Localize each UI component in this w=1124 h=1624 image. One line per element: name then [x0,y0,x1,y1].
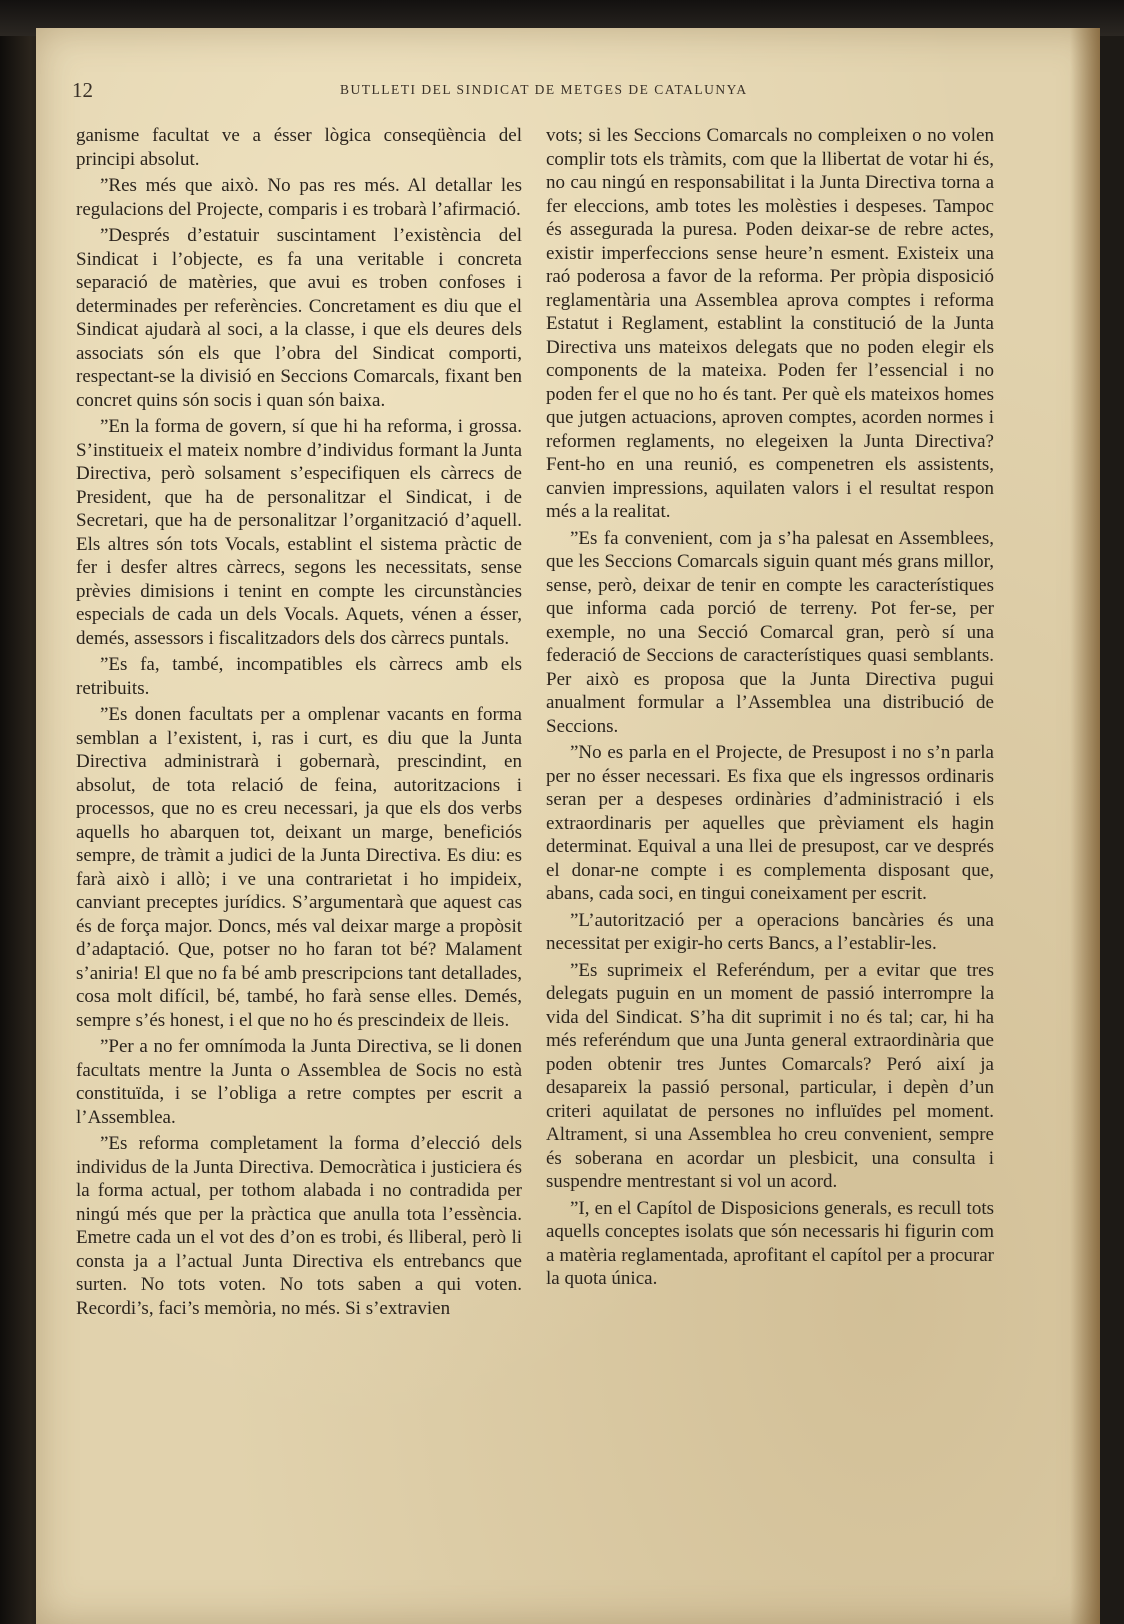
paragraph: ”I, en el Capítol de Disposicions generals, es recull tots aquells conceptes isolats que són necessaris hi figurin com a matèria reglamentada, aprofitant el capítol per a procurar la quota única. [546,1197,994,1289]
paragraph: ”Es suprimeix el Referéndum, per a evitar que tres delegats puguin en un moment de passió interrompre la vida del Sindicat. S’ha dit suprimit i no és tal; car, hi ha més referéndum que una Junta general extraordinària que poden obtenir tres Juntes Comarcals? Peró així ja desapareix la passió personal, particular, i depèn d’un criteri aquilatat de persones no influïdes pel moment. Altrament, si una Assemblea ho creu convenient, sempre és soberana en acordar un plesbicit, una consulta i suspendre mentrestant si vol un acord. [546,959,994,1192]
paragraph: ”Es reforma completament la forma d’elecció dels individus de la Junta Directiva. Democràtica i justiciera és la forma actual, per tothom alabada i no contradida per ningú més que per la pràctica que anulla tota l’essència. Emetre cada un el vot des d’on es trobi, és lliberal, però li consta ja a l’actual Junta Directiva els entrebancs que surten. No tots voten. No tots saben a qui voten. Recordi’s, faci’s memòria, no més. Si s’extravien [76,1133,522,1319]
paragraph: ”En la forma de govern, sí que hi ha reforma, i grossa. S’institueix el mateix nombre d’individus formant la Junta Directiva, però solsament s’especifiquen els càrrecs de President, que ha de personalitzar el Sindicat, i de Secretari, que ha de personalitzar l’organització d’aquell. Els altres són tots Vocals, establint el sistema pràctic de fer i desfer altres càrrecs, segons les necessitats, sense prèvies dimisions i tenint en compte les circunstàncies especials de cada un dels Vocals. Aquets, vénen a ésser, demés, assessors i fiscalitzadors dels dos càrrecs puntals. [76,416,522,649]
paragraph: ”Es fa convenient, com ja s’ha palesat en Assemblees, que les Seccions Comarcals siguin quant més grans millor, sense, però, deixar de tenir en compte les característiques que informa cada porció de terreny. Pot fer-se, per exemple, no una Secció Comarcal gran, però sí una federació de Seccions de característiques quasi semblants. Per això es proposa que la Junta Directiva pugui anualment formular a l’Assemblea una distribució de Seccions. [546,527,994,737]
paragraph: ”Per a no fer omnímoda la Junta Directiva, se li donen facultats mentre la Junta o Assemblea de Socis no està constituïda, i se l’obliga a retre comptes per escrit a l’Assemblea. [76,1036,522,1128]
right-text-column [546,124,994,1294]
page-edge-shadow [1070,28,1100,1624]
paragraph: ”L’autorització per a operacions bancàries és una necessitat per exigir-ho certs Bancs, a l’establir-les. [546,909,994,954]
running-title: BUTLLETI DEL SINDICAT DE METGES DE CATALUNYA [340,82,748,97]
left-text-column [76,124,522,1323]
paragraph: ”Després d’estatuir suscintament l’existència del Sindicat i l’objecte, es fa una veritable i concreta separació de matèries, que avui es troben confoses i determinades per referències. Concretament es diu que el Sindicat ajudarà al soci, a la classe, i que els deures dels associats són els que l’obra del Sindicat comporti, respectant-se la divisió en Seccions Comarcals, fixant ben concret quins són socis i quan són baixa. [76,225,522,411]
paragraph: ”Es fa, també, incompatibles els càrrecs amb els retribuits. [76,654,522,699]
paragraph: ”No es parla en el Projecte, de Presupost i no s’n parla per no ésser necessari. Es fixa que els ingressos ordinaris seran per a despeses ordinàries d’administració i els extraordinaris per aquelles que prèviament els hagin determinat. Equival a una llei de presupost, car ve després el donar-ne compte i es complementa disposant que, abans, cada soci, en tingui coneixament per escrit. [546,742,994,904]
page-header [72,78,972,104]
paragraph: vots; si les Seccions Comarcals no compleixen o no volen complir tots els tràmits, com que la llibertat de votar hi és, no cau ningú en responsabilitat i la Junta Directiva torna a fer eleccions, amb totes les molèsties i despeses. Tampoc és assegurada la puresa. Poden deixar-se de rebre actes, existir imperfeccions sense heure’n esment. Existeix una raó poderosa a favor de la reforma. Per pròpia disposició reglamentària una Assemblea aprova comptes i reforma Estatut i Reglament, establint la constitució de la Junta Directiva uns mateixos delegats que no poden elegir els components de la mateixa. Poden fer l’essencial i no poden fer el que no ho és tant. Per què els mateixos homes que jutgen actuacions, aproven comptes, acorden normes i reformen reglaments, no elegeixen la Junta Directiva? Fent-ho en una reunió, es compenetren els assistents, canvien impressions, aquilaten valors i el resultat respon més a la realitat. [546,125,994,522]
paragraph: ”Es donen facultats per a omplenar vacants en forma semblan a l’existent, i, ras i curt, es diu que la Junta Directiva administrarà i gobernarà, prescindint, en absolut, de tota relació de feina, autoritzacions i processos, que no es creu necessari, ja que els dos verbs aquells ho abarquen tot, deixant un marge, beneficiós sempre, de tràmit a judici de la Junta Directiva. Es diu: es farà això i allò; i ve una contrarietat i ho impideix, canviant preceptes jurídics. S’argumentarà que aquest cas és de força major. Doncs, més val deixar marge a propòsit d’adaptació. Que, potser no ho faran tot bé? Malament s’aniria! El que no fa bé amb prescripcions tant detallades, cosa molt difícil, bé, també, ho farà sense elles. Demés, sempre s’és honest, i el que no ho és prescindeix de lleis. [76,704,522,1031]
paragraph: ”Res més que això. No pas res més. Al detallar les regulacions del Projecte, comparis i es trobarà l’afirmació. [76,175,522,220]
page-number: 12 [72,78,93,102]
paragraph: ganisme facultat ve a ésser lògica conseqüència del principi absolut. [76,125,522,170]
